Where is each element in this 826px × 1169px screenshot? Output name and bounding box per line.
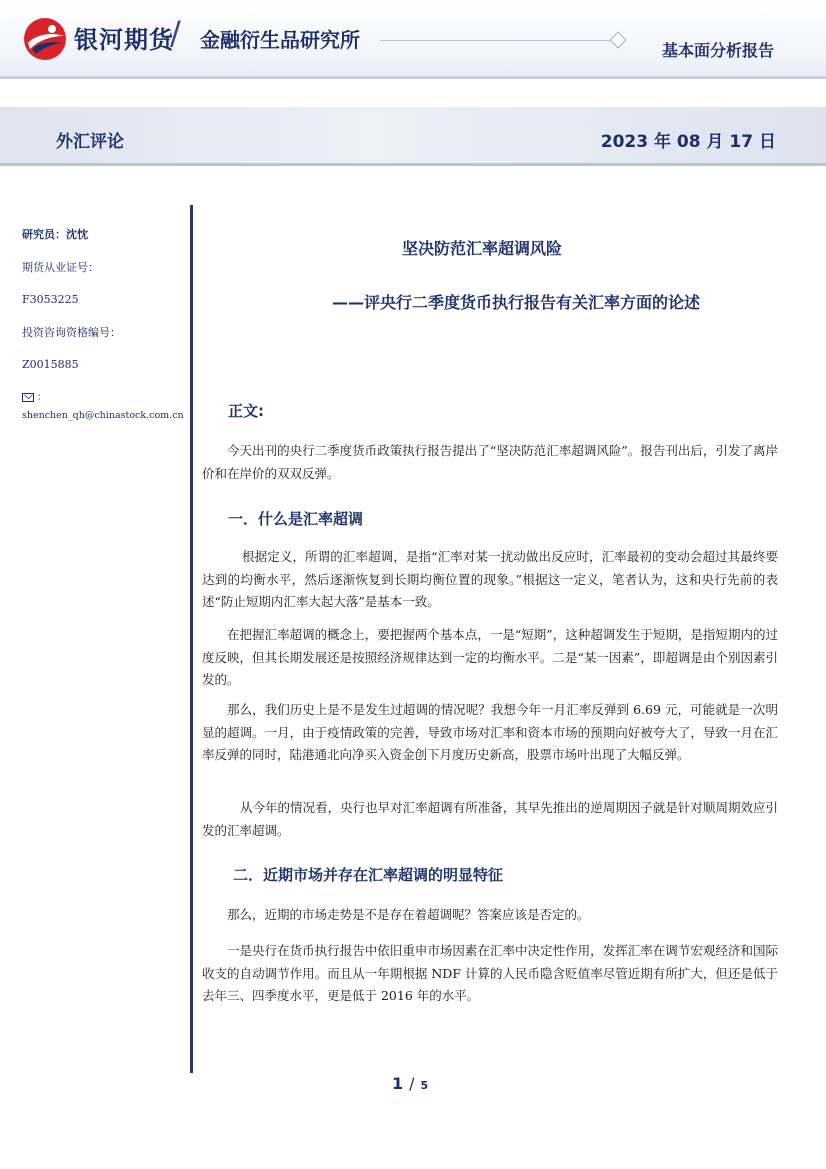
paragraph-6: 一是央行在货币执行报告中依旧重申市场因素在汇率中决定性作用，发挥汇率在调节宏观经济和国际收支的自动调节作用。而且从一年期根据 NDF 计算的人民币隐含贬值率尽管近期有所扩大，但还是低于去年三、四季度水平，更是低于 2016 年的水平。 (202, 943, 778, 1003)
yinhe-logo-icon (22, 16, 68, 62)
researcher-name: 研究员：沈忱 (22, 228, 88, 241)
paragraph-2: 在把握汇率超调的概念上，要把握两个基本点，一是“短期”，这种超调发生于短期，是指短期内的过度反映，但其长期发展还是按照经济规律达到一定的均衡水平。二是“某一因素”，即超调是由个别因素引发的。 (202, 627, 778, 687)
page-separator: / (409, 1074, 415, 1093)
email-address[interactable]: ：shenchen_qh@chinastock.com.cn (22, 391, 184, 421)
report-title: 坚决防范汇率超调风险 (402, 239, 563, 258)
page-total: 5 (420, 1079, 429, 1092)
paragraph-1: 根据定义，所谓的汇率超调，是指“汇率对某一扰动做出反应时，汇率最初的变动会超过其最终要达到的均衡水平，然后逐渐恢复到长期均衡位置的现象。”根据这一定义，笔者认为，这和央行先前的表述“防止短期内汇率大起大落”是基本一致。 (202, 549, 778, 609)
heading-1: 一．什么是汇率超调 (228, 510, 364, 528)
consult-number: Z0015885 (22, 358, 79, 371)
header-divider: / (170, 14, 181, 52)
report-date: 2023 年 08 月 17 日 (600, 132, 776, 152)
report-category: 外汇评论 (56, 132, 124, 152)
report-subtitle: ——评央行二季度货币执行报告有关汇率方面的论述 (332, 293, 701, 312)
band-rule (0, 163, 826, 166)
section-label: 正文: (228, 402, 264, 420)
license-label: 期货从业证号： (22, 260, 99, 274)
license-number: F3053225 (22, 293, 79, 306)
brand-name: 银河期货 (74, 26, 174, 54)
page-current: 1 (392, 1074, 404, 1093)
sidebar-divider (190, 205, 193, 1073)
consult-label: 投资咨询资格编号： (22, 325, 121, 339)
paragraph-4: 从今年的情况看，央行也早对汇率超调有所准备，其早先推出的逆周期因子就是针对顺周期效应引发的汇率超调。 (202, 800, 778, 838)
heading-2: 二．近期市场并存在汇率超调的明显特征 (233, 866, 504, 884)
envelope-icon (22, 393, 34, 402)
header-decor-line (380, 40, 620, 41)
header-rule (0, 76, 826, 79)
institute-name: 金融衍生品研究所 (200, 28, 360, 52)
paragraph-3: 那么，我们历史上是不是发生过超调的情况呢？我想今年一月汇率反弹到 6.69 元，可能就是一次明显的超调。一月，由于疫情政策的完善，导致市场对汇率和资本市场的预期向好被夸大了，导致一月在汇率反弹的同时，陆港通北向净买入资金创下月度历史新高，股票市场叶出现了大幅反弹。 (202, 702, 778, 762)
page-number (392, 1074, 428, 1093)
report-type: 基本面分析报告 (661, 41, 774, 60)
paragraph-5: 那么，近期的市场走势是不是存在着超调呢？答案应该是否定的。 (227, 907, 590, 922)
intro-paragraph: 今天出刊的央行二季度货币政策执行报告提出了“坚决防范汇率超调风险”。报告刊出后，引发了离岸价和在岸价的双双反弹。 (202, 443, 778, 481)
author-sidebar (22, 226, 187, 421)
email-row (22, 389, 187, 422)
